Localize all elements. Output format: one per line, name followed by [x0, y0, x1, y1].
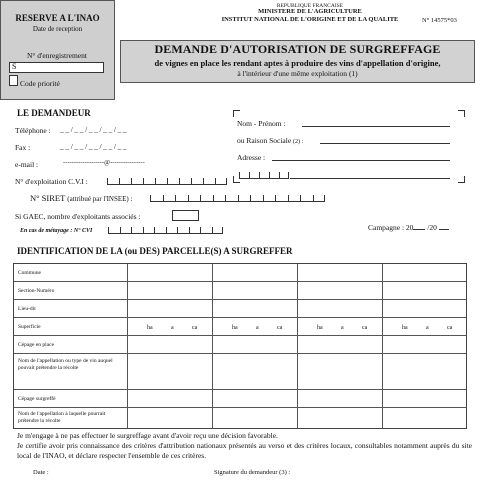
siret-field[interactable]: [150, 193, 325, 202]
comb-tick: [163, 195, 164, 201]
comb-tick: [143, 178, 144, 184]
republique-label: REPUBLIQUE FRANCAISE: [276, 3, 344, 9]
form-reference: N° 14575*03: [422, 17, 457, 24]
comb-tick: [212, 227, 213, 233]
enregistrement-label: N° d'enregistrement: [27, 51, 87, 60]
comb-tick: [213, 195, 214, 201]
table-divider: [127, 264, 128, 428]
unit-ca: ca: [277, 325, 283, 331]
comb-tick: [188, 195, 189, 201]
comb-tick: [263, 195, 264, 201]
unit-ha: ha: [232, 325, 238, 331]
metayage-cvi-field[interactable]: [108, 225, 223, 234]
nom-field[interactable]: [302, 126, 450, 127]
comb-tick: [249, 172, 250, 178]
unit-ca: ca: [192, 325, 198, 331]
comb-tick: [166, 227, 167, 233]
table-row: [14, 336, 466, 354]
adresse-field-2[interactable]: [290, 178, 450, 179]
row-label-cepage-surgreffe: Cépage surgreffé: [18, 396, 56, 402]
table-row: [14, 282, 466, 300]
raison-sociale-label: ou Raison Sociale (2) :: [237, 136, 304, 145]
identity-corner-tr: [458, 110, 465, 117]
comb-tick: [225, 195, 226, 201]
comb-tick: [177, 227, 178, 233]
row-label-appellation-future: Nom de l'appellation à laquelle pourrait prétendre la récolte: [18, 411, 106, 424]
engagement-text: Je m'engage à ne pas effectuer le surgreffage avant d'avoir reçu une décision favorable.: [17, 431, 278, 440]
institut-label: INSTITUT NATIONAL DE L'ORIGINE ET DE LA QUALITE: [221, 16, 399, 23]
comb-tick: [203, 178, 204, 184]
title-box: [120, 40, 475, 83]
comb-tick: [200, 195, 201, 201]
table-divider: [297, 264, 298, 428]
comb-tick: [238, 195, 239, 201]
siret-label: N° SIRET (attribué par l'INSEE) :: [30, 193, 133, 203]
table-divider: [382, 264, 383, 428]
metayage-label: En cas de métayage : N° CVI: [20, 228, 93, 234]
unit-ca: ca: [362, 325, 368, 331]
comb-tick: [324, 195, 325, 201]
table-row: [14, 390, 466, 408]
comb-tick: [226, 178, 227, 184]
table-row: [14, 408, 466, 430]
unit-ca: ca: [447, 325, 453, 331]
comb-tick: [108, 227, 109, 233]
comb-tick: [313, 195, 314, 201]
telephone-field[interactable]: __/__/__/__/__: [60, 125, 129, 134]
date-label: Date :: [33, 469, 49, 476]
identity-corner-tl: [233, 110, 240, 117]
fax-label: Fax :: [15, 143, 31, 152]
comb-tick: [189, 227, 190, 233]
nom-label: Nom - Prénom :: [237, 119, 286, 128]
gaec-count-field[interactable]: [172, 210, 199, 221]
comb-tick: [288, 195, 289, 201]
table-divider: [212, 264, 213, 428]
cvi-field[interactable]: [107, 176, 227, 185]
adresse-field-1[interactable]: [272, 160, 450, 161]
comb-tick: [279, 172, 280, 178]
comb-tick: [200, 227, 201, 233]
unit-a: a: [256, 325, 259, 331]
enregistrement-prefix: S: [12, 62, 17, 71]
cvi-label: N° d'exploitation C.V.I :: [15, 177, 88, 186]
demandeur-section-title: LE DEMANDEUR: [17, 108, 91, 118]
gaec-label: Si GAEC, nombre d'exploitants associés :: [15, 212, 141, 221]
parcelles-section-title: IDENTIFICATION DE LA (ou DES) PARCELLE(S) A SURGREFFER: [17, 246, 293, 256]
comb-tick: [155, 178, 156, 184]
comb-tick: [143, 227, 144, 233]
ministere-label: MINISTERE DE L'AGRICULTURE: [258, 8, 362, 15]
row-label-section: Section-Numéro: [18, 288, 55, 294]
comb-tick: [120, 227, 121, 233]
code-priorite-label: Code priorité: [20, 79, 60, 88]
comb-tick: [119, 178, 120, 184]
adresse-label: Adresse :: [237, 153, 266, 162]
comb-tick: [250, 195, 251, 201]
comb-tick: [288, 172, 289, 178]
comb-tick: [154, 227, 155, 233]
comb-tick: [275, 195, 276, 201]
row-label-cepage-en-place: Cépage en place: [18, 342, 55, 348]
comb-tick: [179, 178, 180, 184]
reserve-title: RESERVE A L'INAO: [15, 13, 100, 23]
row-label-commune: Commune: [18, 270, 41, 276]
inao-reserve-box: [0, 0, 115, 100]
date-reception-label: Date de reception: [32, 25, 83, 33]
identity-corner-br: [458, 176, 465, 183]
form-subtitle: de vignes en place les rendant aptes à produire des vins d'appellation d'origine,: [154, 58, 441, 68]
form-subtitle-2: à l'intérieur d'une même exploitation (1): [237, 69, 358, 78]
telephone-label: Téléphone :: [15, 126, 51, 135]
signature-label: Signature du demandeur (3) :: [214, 469, 291, 476]
comb-tick: [191, 178, 192, 184]
row-label-lieu-dit: Lieu-dit: [18, 306, 36, 312]
unit-ha: ha: [402, 325, 408, 331]
comb-tick: [300, 195, 301, 201]
code-priorite-field[interactable]: [9, 75, 18, 86]
row-label-appellation-actuelle: Nom de l'appellation ou type de vin auquel pouvait prétendre la récolte: [18, 358, 113, 371]
comb-tick: [131, 178, 132, 184]
unit-a: a: [171, 325, 174, 331]
email-label: e-mail :: [15, 160, 39, 169]
form-title: DEMANDE D'AUTORISATION DE SURGREFFAGE: [154, 42, 441, 56]
fax-field[interactable]: __/__/__/__/__: [60, 142, 129, 151]
table-row: [14, 318, 466, 336]
comb-tick: [150, 195, 151, 201]
comb-tick: [259, 172, 260, 178]
comb-tick: [107, 178, 108, 184]
unit-ha: ha: [147, 325, 153, 331]
comb-tick: [239, 172, 240, 178]
enregistrement-field[interactable]: [9, 62, 104, 73]
table-row: [14, 300, 466, 318]
parcelles-table: [13, 263, 467, 429]
comb-tick: [222, 227, 223, 233]
code-postal-field[interactable]: [239, 170, 289, 179]
raison-sociale-field[interactable]: [320, 143, 450, 144]
campagne-label: Campagne : 20 /20: [368, 223, 449, 232]
comb-tick: [131, 227, 132, 233]
unit-a: a: [426, 325, 429, 331]
email-field[interactable]: -------------------@----------------: [63, 159, 145, 166]
comb-tick: [167, 178, 168, 184]
comb-tick: [215, 178, 216, 184]
unit-a: a: [341, 325, 344, 331]
unit-ha: ha: [317, 325, 323, 331]
table-row: [14, 354, 466, 390]
certification-text: Je certifie avoir pris connaissance des critères d'attribution nationaux présentés au verso et des critères locaux, consultables notamment auprès du site local de l'INAO, et déclare respecter l'ensemble de ces critères.: [17, 441, 472, 460]
row-label-superficie: Superficie: [18, 324, 41, 330]
comb-tick: [269, 172, 270, 178]
table-row: [14, 264, 466, 282]
comb-tick: [175, 195, 176, 201]
